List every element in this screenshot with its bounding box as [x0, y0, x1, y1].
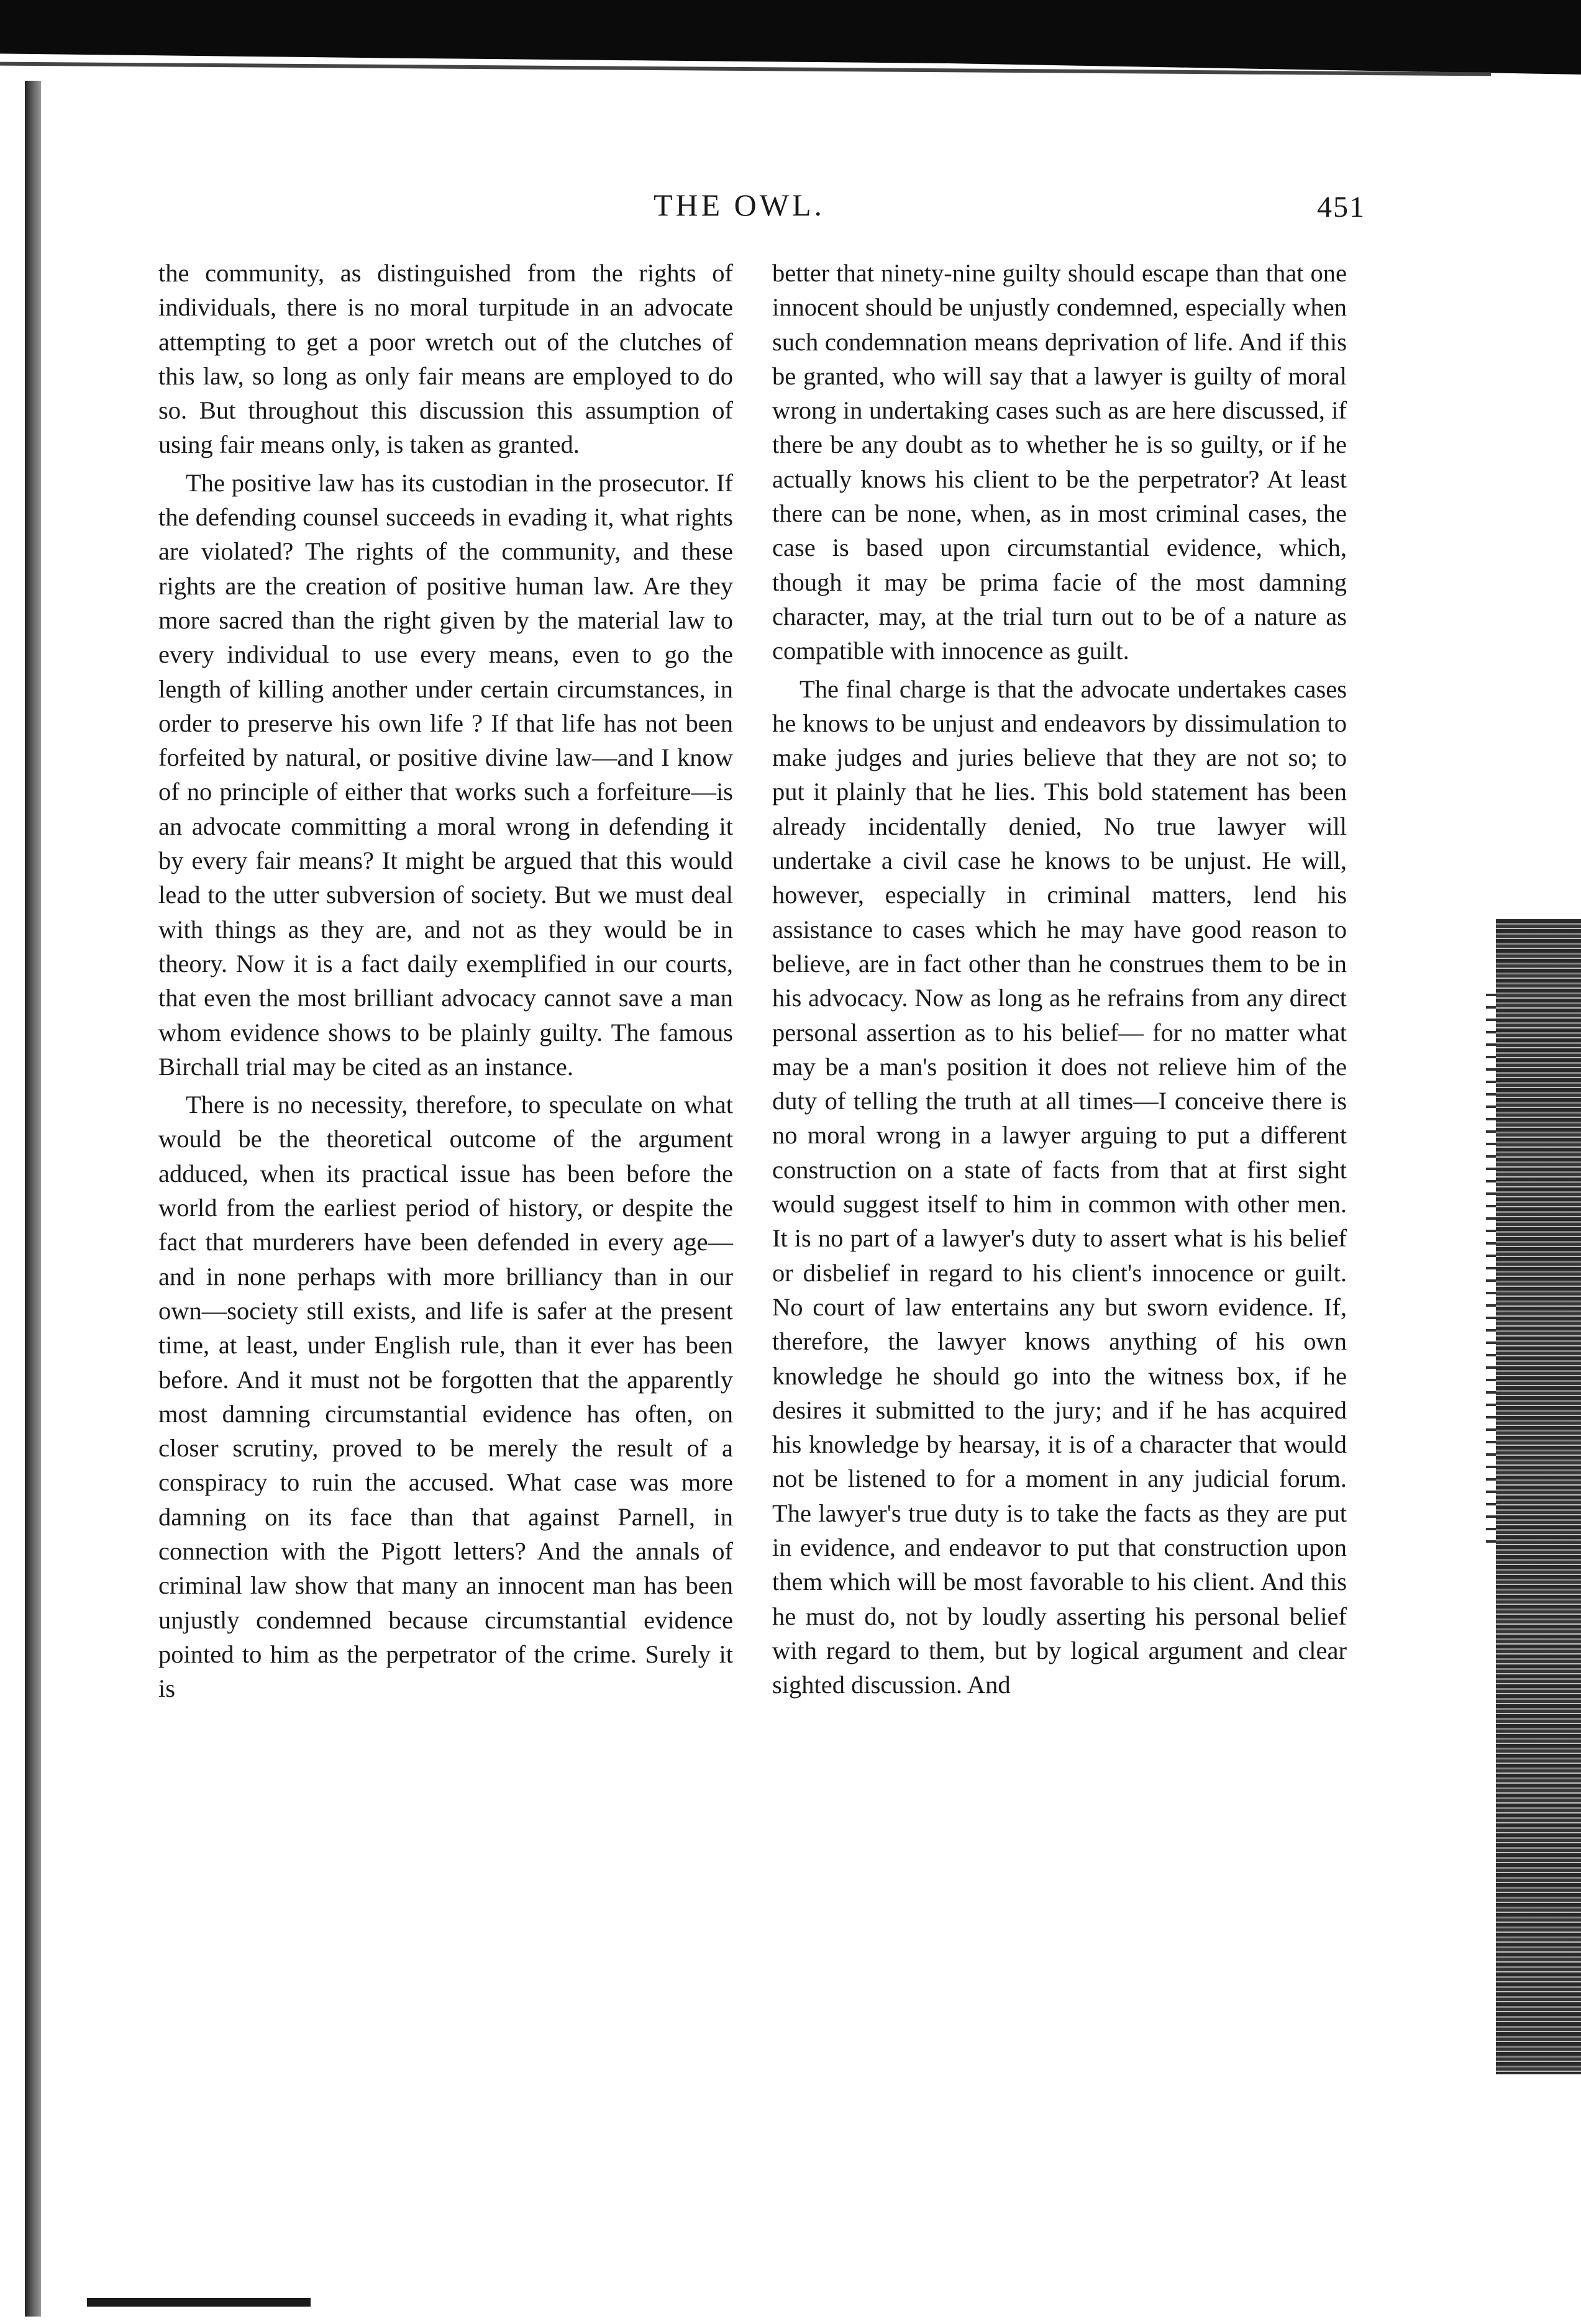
running-head: THE OWL.	[653, 188, 826, 222]
paragraph: The positive law has its custodian in the prosecutor. If the defending counsel succeeds in evading it, what rights are violated? The rights of the community, and these rights are the creation of positive human law. Are they more sacred than the right given by the material law to every individual to use every means, even to go the length of killing another under certain circumstances, in order to preserve his own life ? If that life has not been forfeited by natural, or positive divine law—and I know of no principle of either that works such a forfeiture—is an advocate committing a moral wrong in defending it by every fair means? It might be argued that this would lead to the utter subversion of society. But we must deal with things as they are, and not as they would be in theory. Now it is a fact daily exemplified in our courts, that even the most brilliant advocacy cannot save a man whom evidence shows to be plainly guilty. The famous Birchall trial may be cited as an instance.	[158, 468, 733, 1081]
scan-bottom-mark	[87, 2298, 311, 2307]
paragraph: the community, as distinguished from the rights of individuals, there is no moral turpitude in an advocate attempting to get a poor wretch out of the clutches of this law, so long as only fair means are employed to do so. But throughout this discussion this assumption of using fair means only, is taken as granted.	[158, 259, 733, 459]
page-number: 451	[1317, 191, 1365, 224]
paragraph: There is no necessity, therefore, to speculate on what would be the theoretical outcome of the argument adduced, when its practical issue has been before the world from the earliest period of history, or despite the fact that murderers have been defended in every age—and in none perhaps with more brilliancy than in our own—society still exists, and life is safer at the present time, at least, under English rule, than it ever has been before. And it must not be forgotten that the apparently most damning circumstantial evidence has often, on closer scrutiny, proved to be merely the result of a conspiracy to ruin the accused. What case was more damning on its face than that against Parnell, in connection with the Pigott letters? And the annals of criminal law show that many an innocent man has been unjustly condemned because circumstantial evidence pointed to him as the perpetrator of the crime. Surely it is	[158, 1091, 733, 1703]
paragraph: The final charge is that the advocate undertakes cases he knows to be unjust and endeavors by dissimulation to make judges and juries believe that they are not so; to put it plainly that he lies. This bold statement has been already incidentally denied, No true lawyer will undertake a civil case he knows to be unjust. He will, however, especially in criminal matters, lend his assistance to cases which he may have good reason to believe, are in fact other than he construes them to be in his advocacy. Now as long as he refrains from any direct personal assertion as to his belief— for no matter what may be a man's position it does not relieve him of the duty of telling the truth at all times—I conceive there is no moral wrong in a lawyer arguing to put a different construction on a state of facts from that at first sight would suggest itself to him in common with other men. It is no part of a lawyer's duty to assert what is his belief or disbelief in regard to his client's innocence or guilt. No court of law entertains any but sworn evidence. If, therefore, the lawyer knows anything of his own knowledge he should go into the witness box, if he desires it submitted to the jury; and if he has acquired his knowledge by hearsay, it is of a character that would not be listened to for a moment in any judicial forum. The lawyer's true duty is to take the facts as they are put in evidence, and endeavor to put that construction upon them which will be most favorable to his client. And this he must do, not by loudly asserting his personal belief with regard to them, but by logical argument and clear sighted discussion. And	[772, 674, 1347, 1699]
text-column-right	[772, 256, 1347, 1702]
scan-right-edge	[1496, 919, 1581, 2074]
scan-binding-edge	[25, 81, 41, 2317]
scan-right-speckle	[1486, 994, 1496, 1553]
paragraph: better that ninety-nine guilty should escape than that one innocent should be unjustly condemned, especially when such condemnation means deprivation of life. And if this be granted, who will say that a lawyer is guilty of moral wrong in undertaking cases such as are here discussed, if there be any doubt as to whether he is so guilty, or if he actually knows his client to be the perpetrator? At least there can be none, when, as in most criminal cases, the case is based upon circumstantial evidence, which, though it may be prima facie of the most damning character, may, at the trial turn out to be of a nature as compatible with innocence as guilt.	[772, 259, 1347, 665]
text-column-left	[158, 256, 733, 1705]
